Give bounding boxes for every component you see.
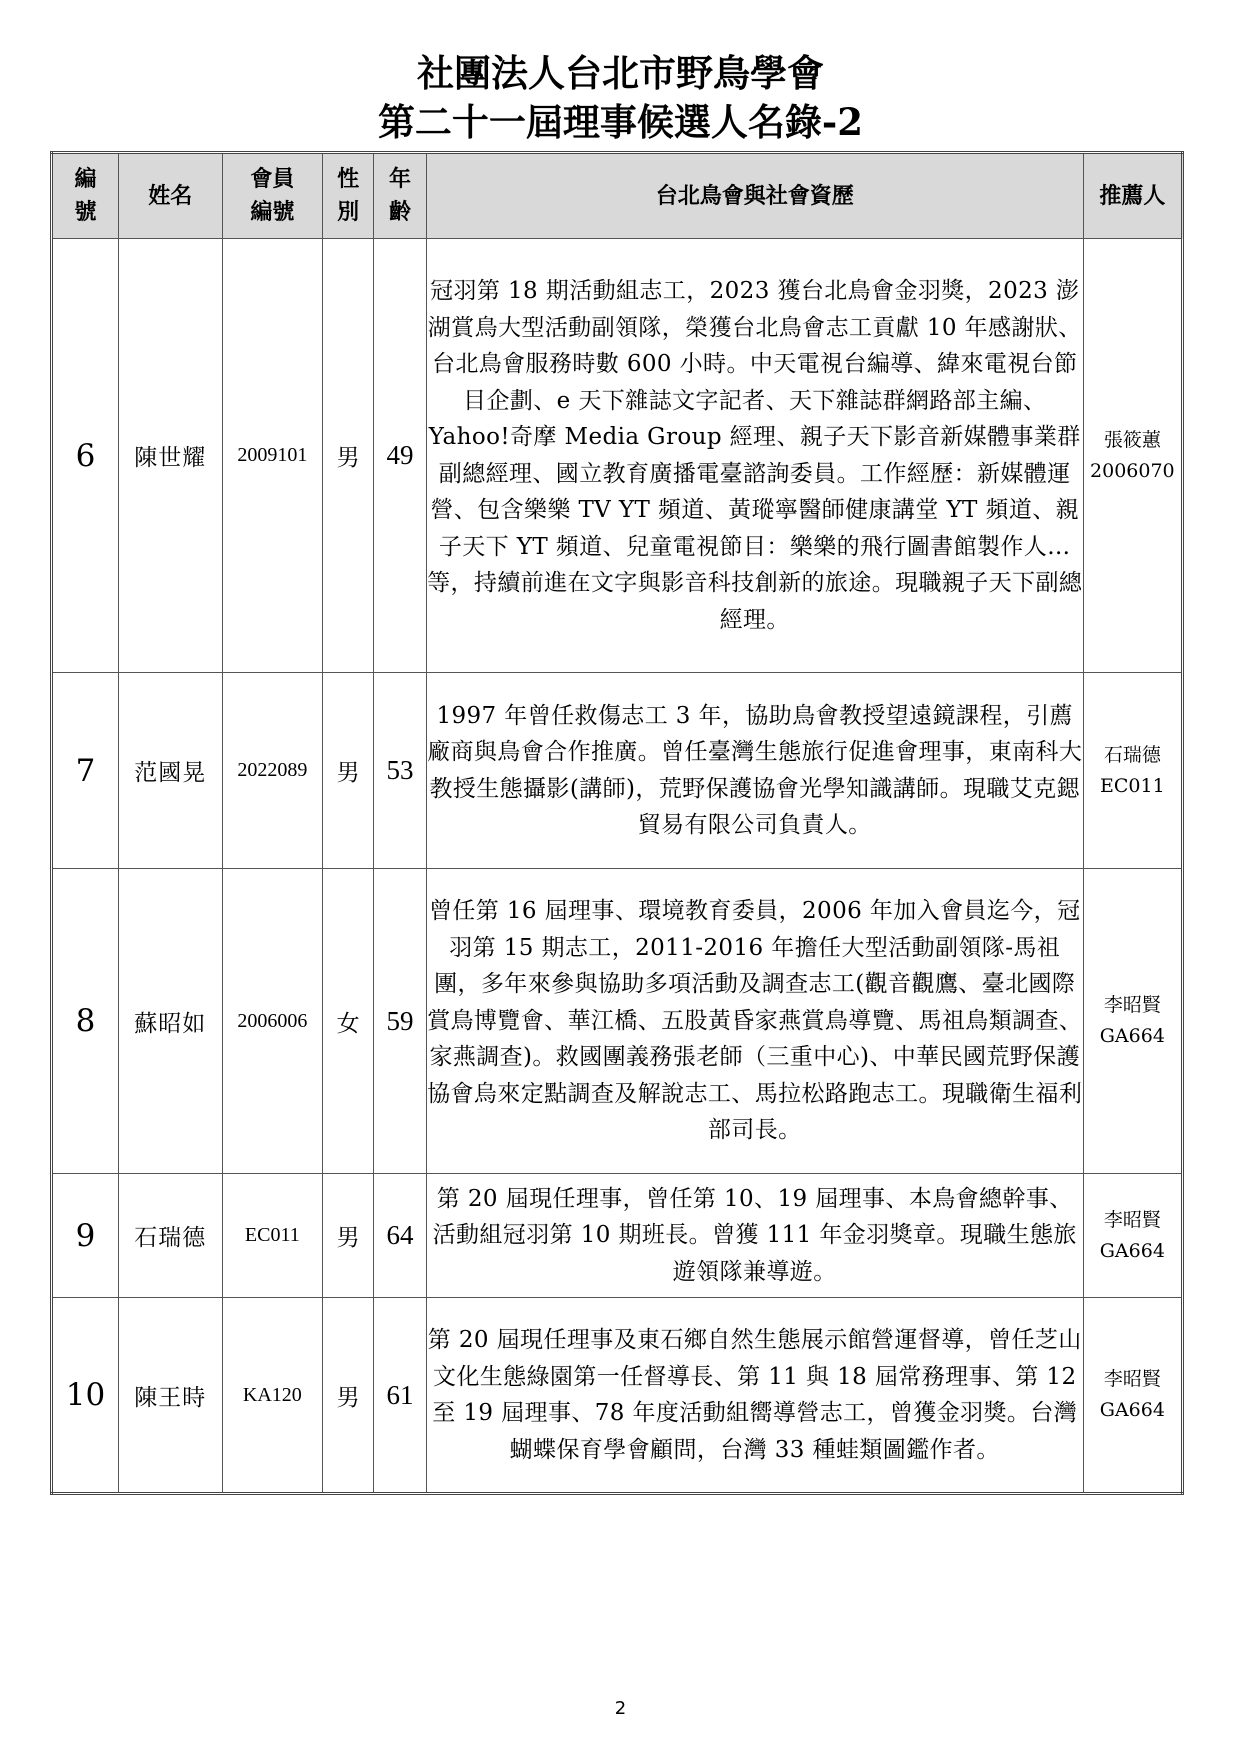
row-bio: 1997 年曾任救傷志工 3 年，協助鳥會教授望遠鏡課程，引薦廠商與鳥會合作推廣。曾任臺灣生態旅行促進會理事，東南科大教授生態攝影(講師)，荒野保護協會光學知識講師。現職艾克鍶貿易有限公司負責人。 bbox=[426, 673, 1083, 869]
row-name: 石瑞德 bbox=[118, 1174, 222, 1298]
row-recommender bbox=[1083, 673, 1182, 869]
header-bio bbox=[426, 153, 1083, 239]
row-no: 8 bbox=[52, 869, 119, 1174]
row-recommender bbox=[1083, 239, 1182, 673]
table-row bbox=[52, 1298, 1183, 1494]
header-member-id bbox=[222, 153, 322, 239]
row-no: 10 bbox=[52, 1298, 119, 1494]
row-member-id: 2022089 bbox=[222, 673, 322, 869]
row-name: 蘇昭如 bbox=[118, 869, 222, 1174]
row-recommender-text: 李昭賢 GA664 bbox=[1099, 1368, 1165, 1421]
row-bio: 第 20 屆現任理事，曾任第 10、19 屆理事、本鳥會總幹事、活動組冠羽第 10 期班長。曾獲 111 年金羽獎章。現職生態旅遊領隊兼導遊。 bbox=[426, 1174, 1083, 1298]
row-recommender bbox=[1083, 1298, 1182, 1494]
row-age: 59 bbox=[374, 869, 426, 1174]
document-subtitle: 第二十一屆理事候選人名錄-2 bbox=[377, 100, 864, 144]
row-bio: 第 20 屆現任理事及東石鄉自然生態展示館營運督導，曾任芝山文化生態綠園第一任督導長、第 11 與 18 屆常務理事、第 12 至 19 屆理事、78 年度活動組嚮導營志工，曾獲金羽獎。台灣蝴蝶保育學會顧問，台灣 33 種蛙類圖鑑作者。 bbox=[426, 1298, 1083, 1494]
page-number: 2 bbox=[614, 1698, 627, 1719]
header-name-label: 姓名 bbox=[148, 182, 193, 209]
header-no-label: 編 號 bbox=[74, 166, 97, 225]
row-age: 49 bbox=[374, 239, 426, 673]
row-recommender-text: 張筱蕙 2006070 bbox=[1090, 428, 1175, 482]
row-age: 53 bbox=[374, 673, 426, 869]
header-recommender-label: 推薦人 bbox=[1099, 182, 1166, 209]
row-bio: 曾任第 16 屆理事、環境教育委員，2006 年加入會員迄今，冠羽第 15 期志工，2011-2016 年擔任大型活動副領隊-馬祖團，多年來參與協助多項活動及調查志工(觀音觀鷹、臺北國際賞鳥博覽會、華江橋、五股黃昏家燕賞鳥導覽、馬祖鳥類調查、家燕調查)。救國團義務張老師（三重中心)、中華民國荒野保護協會烏來定點調查及解說志工、馬拉松路跑志工。現職衛生福利部司長。 bbox=[426, 869, 1083, 1174]
row-member-id: EC011 bbox=[222, 1174, 322, 1298]
row-name: 范國晃 bbox=[118, 673, 222, 869]
row-recommender-text: 李昭賢 GA664 bbox=[1099, 994, 1165, 1047]
header-no bbox=[52, 153, 119, 239]
row-no: 7 bbox=[52, 673, 119, 869]
row-sex: 男 bbox=[323, 1298, 374, 1494]
row-member-id: 2006006 bbox=[222, 869, 322, 1174]
row-no: 9 bbox=[52, 1174, 119, 1298]
table-row bbox=[52, 673, 1183, 869]
row-bio: 冠羽第 18 期活動組志工，2023 獲台北鳥會金羽獎，2023 澎湖賞鳥大型活動副領隊，榮獲台北鳥會志工貢獻 10 年感謝狀、台北鳥會服務時數 600 小時。中天電視台編導、緯來電視台節目企劃、e 天下雜誌文字記者、天下雜誌群網路部主編、Yahoo!奇摩 Media Group 經理、親子天下影音新媒體事業群副總經理、國立教育廣播電臺諮詢委員。工作經歷：新媒體運營、包含樂樂 TV YT 頻道、黃瑽寧醫師健康講堂 YT 頻道、親子天下 YT 頻道、兒童電視節目：樂樂的飛行圖書館製作人…等，持續前進在文字與影音科技創新的旅途。現職親子天下副總經理。 bbox=[426, 239, 1083, 673]
row-no: 6 bbox=[52, 239, 119, 673]
header-age bbox=[374, 153, 426, 239]
row-recommender bbox=[1083, 1174, 1182, 1298]
header-name bbox=[118, 153, 222, 239]
row-age: 64 bbox=[374, 1174, 426, 1298]
row-name: 陳世耀 bbox=[118, 239, 222, 673]
candidate-table bbox=[50, 151, 1184, 1495]
row-name: 陳王時 bbox=[118, 1298, 222, 1494]
row-recommender-text: 石瑞德 EC011 bbox=[1100, 743, 1165, 797]
table-row bbox=[52, 869, 1183, 1174]
document-title: 社團法人台北市野鳥學會 bbox=[417, 51, 824, 95]
header-member-id-label: 會員 編號 bbox=[250, 166, 295, 225]
row-recommender bbox=[1083, 869, 1182, 1174]
row-sex: 男 bbox=[323, 673, 374, 869]
header-recommender bbox=[1083, 153, 1182, 239]
header-row bbox=[52, 153, 1183, 239]
row-member-id: 2009101 bbox=[222, 239, 322, 673]
table-row bbox=[52, 239, 1183, 673]
row-sex: 男 bbox=[323, 1174, 374, 1298]
row-age: 61 bbox=[374, 1298, 426, 1494]
header-sex bbox=[323, 153, 374, 239]
table-row bbox=[52, 1174, 1183, 1298]
header-bio-label: 台北鳥會與社會資歷 bbox=[655, 182, 854, 209]
row-member-id: KA120 bbox=[222, 1298, 322, 1494]
row-sex: 男 bbox=[323, 239, 374, 673]
header-sex-label: 性 別 bbox=[337, 166, 360, 225]
row-sex: 女 bbox=[323, 869, 374, 1174]
row-recommender-text: 李昭賢 GA664 bbox=[1099, 1208, 1165, 1262]
header-age-label: 年 齡 bbox=[389, 166, 412, 225]
